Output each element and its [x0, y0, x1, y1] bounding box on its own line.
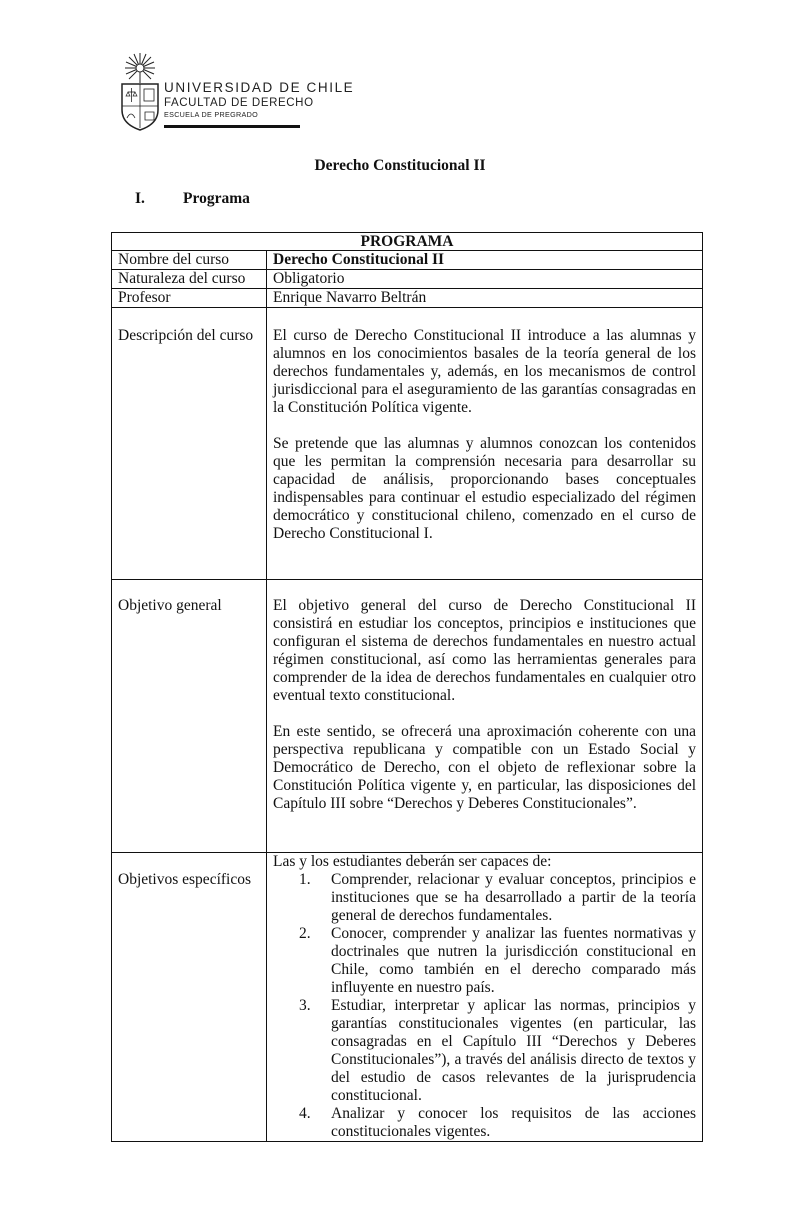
item-number: 2. [299, 925, 311, 942]
item-number: 1. [299, 871, 311, 888]
item-text: Conocer, comprender y analizar las fuentes normativas y doctrinales que nutren la jurisdicción constitucional en Chile, como también en el derecho comparado más influyente en nuestro país. [331, 925, 696, 996]
table-row [112, 289, 703, 308]
list-item [273, 1105, 696, 1141]
item-text: Comprender, relacionar y evaluar conceptos, principios e instituciones que se ha desarrollado a partir de la teoría general de derechos fundamentales. [331, 871, 696, 924]
list-item [273, 871, 696, 925]
faculty-name: FACULTAD DE DERECHO [164, 97, 314, 109]
university-logo [118, 52, 355, 132]
item-number: 4. [299, 1105, 311, 1122]
row-label: Nombre del curso [112, 251, 267, 270]
table-header-row [112, 233, 703, 251]
general-objective-label: Objetivo general [112, 580, 267, 853]
university-name: UNIVERSIDAD DE CHILE [164, 80, 355, 95]
list-item [273, 925, 696, 997]
description-row [112, 308, 703, 580]
description-paragraph: Se pretende que las alumnas y alumnos conozcan los contenidos que les permitan la comprensión necesaria para desarrollar su capacidad de análisis, proporcionando bases conceptuales indispensables para continuar el estudio especializado del régimen democrático y constitucional chileno, comenzado en el curso de Derecho Constitucional I. [273, 435, 696, 542]
table-header: PROGRAMA [112, 233, 703, 251]
item-text: Estudiar, interpretar y aplicar las normas, principios y garantías constitucionales vigentes (en particular, las consagradas en el Capítulo III “Derechos y Deberes Constitucionales”), a través del análisis directo de textos y del estudio de casos relevantes de la jurisprudencia constitucional. [331, 997, 696, 1104]
general-objective-row [112, 580, 703, 853]
row-value: Enrique Navarro Beltrán [267, 289, 703, 308]
specific-objectives-label: Objetivos específicos [112, 853, 267, 1142]
item-number: 3. [299, 997, 311, 1014]
objectives-list [273, 871, 696, 1141]
description-label: Descripción del curso [112, 308, 267, 580]
table-row [112, 270, 703, 289]
specific-objectives-cell [267, 853, 703, 1142]
table-row [112, 251, 703, 270]
section-number: I. [135, 190, 145, 207]
program-table [111, 232, 703, 1142]
general-objective-paragraph: En este sentido, se ofrecerá una aproximación coherente con una perspectiva republicana y compatible con un Estado Social y Democrático de Derecho, con el objeto de reflexionar sobre la Constitución Política vigente y, en particular, las disposiciones del Capítulo III sobre “Derechos y Deberes Constitucionales”. [273, 723, 696, 812]
row-value: Derecho Constitucional II [267, 251, 703, 270]
general-objective-cell [267, 580, 703, 853]
university-crest-icon [118, 52, 162, 132]
logo-divider [164, 125, 300, 128]
description-paragraph: El curso de Derecho Constitucional II introduce a las alumnas y alumnos en los conocimientos basales de la teoría general de los derechos fundamentales y, además, en los mecanismos de control jurisdiccional para el aseguramiento de las garantías consagradas en la Constitución Política vigente. [273, 327, 696, 416]
row-value: Obligatorio [267, 270, 703, 289]
general-objective-paragraph: El objetivo general del curso de Derecho Constitucional II consistirá en estudiar los conceptos, principios e instituciones que configuran el sistema de derechos fundamentales en nuestro actual régimen constitucional, así como las herramientas generales para comprender de la idea de derechos fundamentales en cualquier otro eventual texto constitucional. [273, 597, 696, 704]
school-name: ESCUELA DE PREGRADO [164, 110, 258, 119]
section-label: Programa [183, 190, 250, 207]
row-label: Profesor [112, 289, 267, 308]
row-label: Naturaleza del curso [112, 270, 267, 289]
list-item [273, 997, 696, 1105]
specific-objectives-row [112, 853, 703, 1142]
specific-objectives-intro: Las y los estudiantes deberán ser capaces de: [273, 853, 552, 870]
item-text: Analizar y conocer los requisitos de las acciones constitucionales vigentes. [331, 1105, 696, 1140]
document-title: Derecho Constitucional II [314, 157, 486, 174]
description-cell [267, 308, 703, 580]
